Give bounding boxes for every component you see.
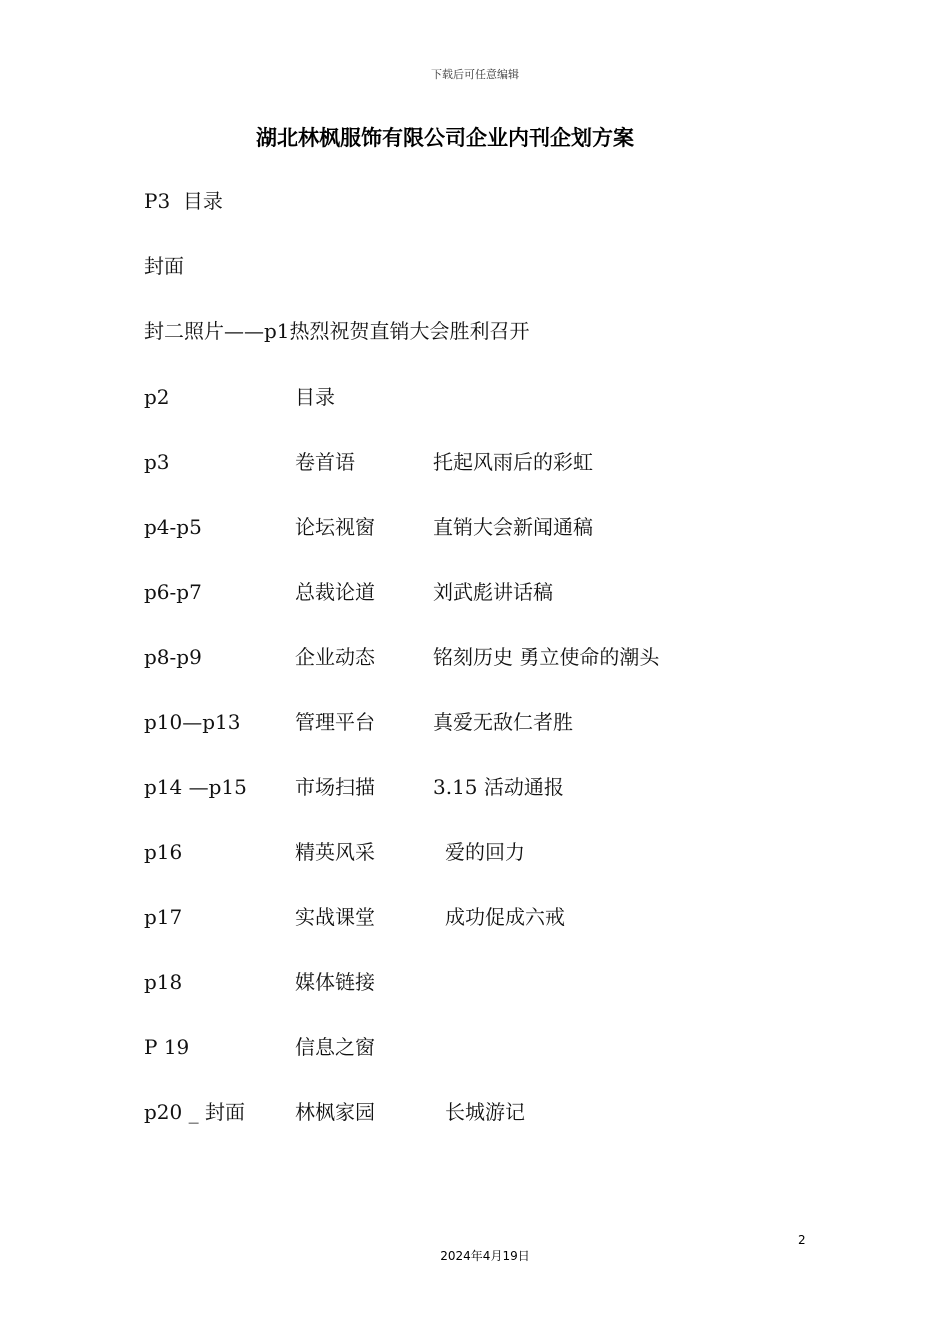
toc-section: 管理平台 — [295, 710, 375, 734]
toc-page: p17 — [144, 905, 183, 929]
toc-page: p16 — [144, 840, 183, 864]
toc-page: P 19 — [144, 1035, 190, 1059]
toc-article: 直销大会新闻通稿 — [433, 515, 593, 539]
toc-page: p2 — [144, 385, 170, 409]
toc-article: 3.15 活动通报 — [433, 775, 564, 799]
intro-line-cover: 封面 — [144, 254, 184, 278]
toc-row — [144, 644, 844, 670]
toc-page: p4-p5 — [144, 515, 202, 539]
toc-article: 爱的回力 — [445, 840, 525, 864]
toc-row — [144, 384, 844, 410]
toc-row — [144, 449, 844, 475]
toc-row — [144, 579, 844, 605]
toc-row — [144, 709, 844, 735]
toc-row — [144, 969, 844, 995]
toc-section: 实战课堂 — [295, 905, 375, 929]
toc-page: p10—p13 — [144, 710, 241, 734]
toc-row — [144, 514, 844, 540]
toc-row — [144, 1099, 844, 1125]
toc-page: p6-p7 — [144, 580, 202, 604]
toc-section: 论坛视窗 — [295, 515, 375, 539]
toc-article: 成功促成六戒 — [445, 905, 565, 929]
document-title: 湖北林枫服饰有限公司企业内刊企划方案 — [256, 126, 634, 150]
toc-article: 托起风雨后的彩虹 — [433, 450, 593, 474]
toc-section: 林枫家园 — [295, 1100, 375, 1124]
toc-section: 市场扫描 — [295, 775, 375, 799]
toc-article: 长城游记 — [445, 1100, 525, 1124]
toc-page: p14 —p15 — [144, 775, 247, 799]
toc-section: 精英风采 — [295, 840, 375, 864]
toc-section: 目录 — [295, 385, 335, 409]
header-note: 下载后可任意编辑 — [431, 68, 519, 81]
toc-article: 铭刻历史 勇立使命的潮头 — [433, 645, 660, 669]
toc-section: 信息之窗 — [295, 1035, 375, 1059]
toc-row — [144, 904, 844, 930]
intro-line-inside-cover: 封二照片——p1热烈祝贺直销大会胜利召开 — [144, 319, 530, 343]
toc-page: p20 _ 封面 — [144, 1100, 245, 1124]
toc-article: 刘武彪讲话稿 — [433, 580, 553, 604]
toc-section: 卷首语 — [295, 450, 355, 474]
toc-page: p3 — [144, 450, 170, 474]
intro-line-toc: P3 目录 — [144, 189, 223, 213]
page-number: 2 — [798, 1233, 806, 1247]
toc-section: 媒体链接 — [295, 970, 375, 994]
footer-date: 2024年4月19日 — [440, 1249, 530, 1263]
toc-article: 真爱无敌仁者胜 — [433, 710, 573, 734]
toc-row — [144, 774, 844, 800]
toc-section: 总裁论道 — [295, 580, 375, 604]
toc-section: 企业动态 — [295, 645, 375, 669]
toc-row — [144, 839, 844, 865]
toc-page: p18 — [144, 970, 183, 994]
toc-page: p8-p9 — [144, 645, 202, 669]
toc-row — [144, 1034, 844, 1060]
